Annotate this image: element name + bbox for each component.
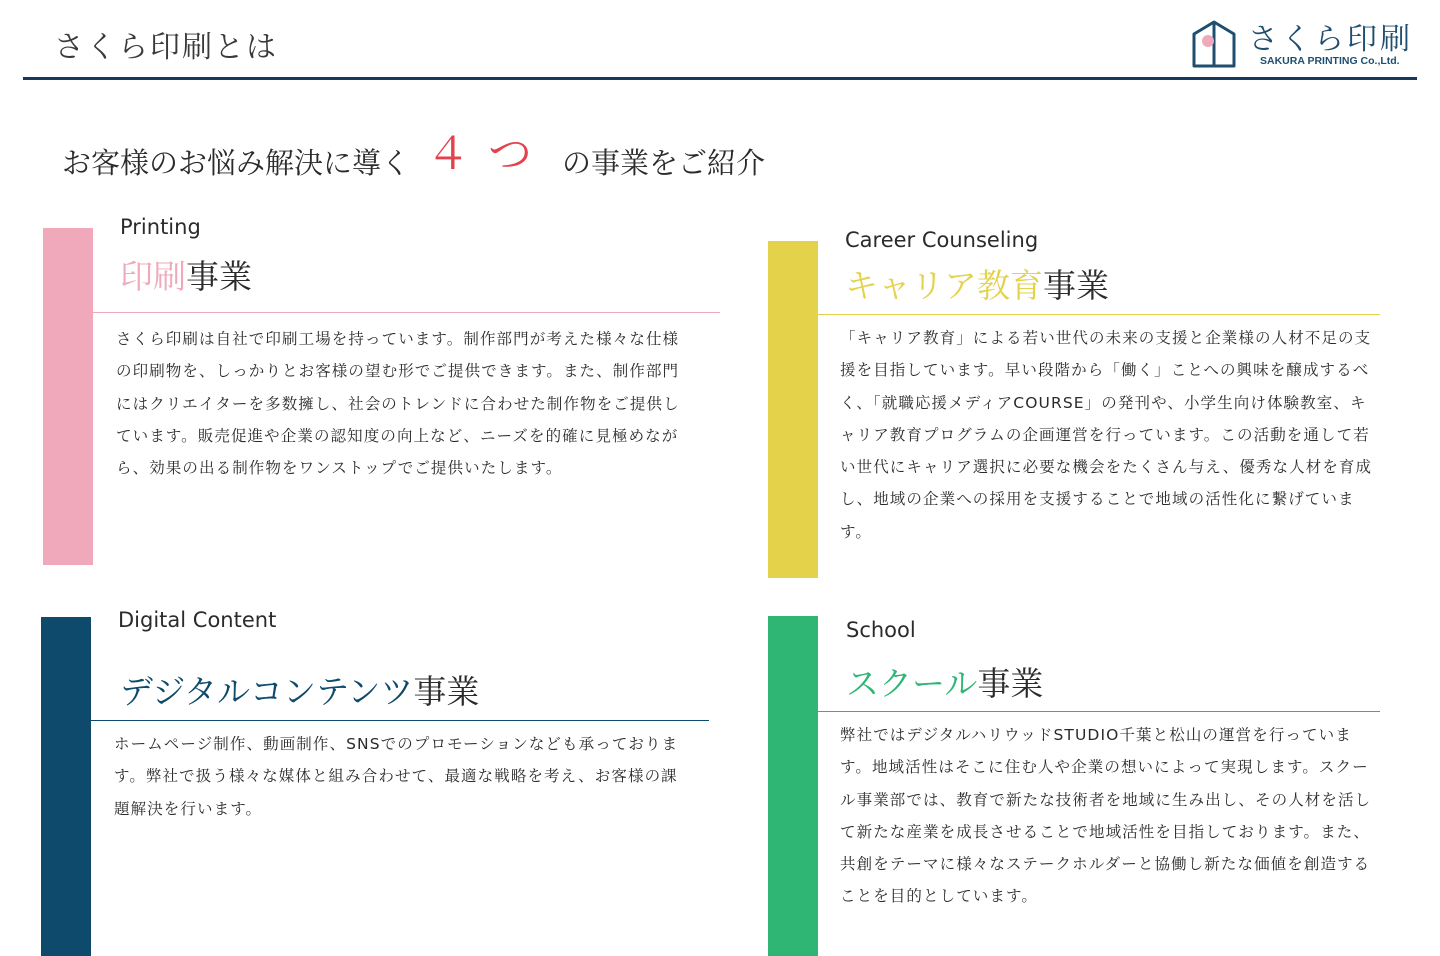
printing-description: さくら印刷は自社で印刷工場を持っています。制作部門が考えた様々な仕様の印刷物を、しっかりとお客様の望む形でご提供できます。また、制作部門にはクリエイターを多数擁し、社会のトレンドに合わせた制作物をご提供しています。販売促進や企業の認知度の向上など、ニーズを的確に見極めながら、効果の出る制作物をワンストップでご提供いたします。: [116, 330, 680, 478]
digital-accent-bar: [41, 617, 91, 956]
printing-section-title: [120, 251, 252, 298]
career-accent-bar: [768, 241, 818, 578]
school-section-title: [846, 658, 1043, 705]
digital-divider: [91, 720, 709, 721]
headline-suffix: の事業をご紹介: [562, 146, 766, 180]
printing-title-accent: 印刷: [120, 257, 186, 296]
school-title-accent: スクール: [846, 664, 978, 703]
career-title-accent: キャリア教育: [845, 266, 1043, 305]
printing-english-label: Printing: [120, 215, 201, 239]
school-english-label: School: [846, 618, 916, 642]
school-accent-bar: [768, 616, 818, 956]
headline-emphasis: ４つ: [426, 129, 551, 180]
digital-description: ホームページ制作、動画制作、SNSでのプロモーションなども承っております。弊社で扱う様々な媒体と組み合わせて、最適な戦略を考え、お客様の課題解決を行います。: [114, 735, 679, 818]
printing-divider: [93, 312, 720, 313]
printing-accent-bar: [43, 228, 93, 565]
printing-title-suffix: 事業: [186, 257, 252, 296]
company-logo[interactable]: [1188, 14, 1418, 74]
career-section-title: [845, 260, 1109, 307]
sakura-logo-icon: [1188, 20, 1240, 68]
logo-subtext: SAKURA PRINTING Co.,Ltd.: [1260, 55, 1400, 67]
digital-title-suffix: 事業: [413, 672, 480, 711]
header-divider: [23, 77, 1417, 80]
digital-english-label: Digital Content: [118, 608, 277, 632]
career-description: 「キャリア教育」による若い世代の未来の支援と企業様の人材不足の支援を目指しています。早い段階から「働く」ことへの興味を醸成するべく、「就職応援メディアCOURSE」の発刊や、小学生向け体験教室、キャリア教育プログラムの企画運営を行っています。この活動を通して若い世代にキャリア選択に必要な機会をたくさん与え、優秀な人材を育成し、地域の企業への採用を支援することで地域の活性化に繋げています。: [840, 329, 1373, 541]
headline-prefix: お客様のお悩み解決に導く: [62, 146, 411, 180]
career-english-label: Career Counseling: [845, 228, 1039, 252]
page-title: さくら印刷とは: [54, 30, 278, 65]
career-divider: [818, 314, 1380, 315]
school-description: 弊社ではデジタルハリウッドSTUDIO千葉と松山の運営を行っています。地域活性はそこに住む人や企業の想いによって実現します。スクール事業部では、教育で新たな技術者を地域に生み出し、その人材を活して新たな産業を成長させることで地域活性を目指しております。また、共創をテーマに様々なステークホルダーと協働し新たな価値を創造することを目的としています。: [840, 726, 1372, 906]
career-title-suffix: 事業: [1043, 266, 1109, 305]
digital-title-accent: デジタルコンテンツ: [120, 672, 414, 711]
logo-wordmark: さくら印刷: [1248, 22, 1413, 57]
school-divider: [818, 711, 1380, 712]
digital-section-title: [120, 666, 479, 713]
headline: [62, 118, 765, 178]
school-title-suffix: 事業: [977, 664, 1044, 703]
